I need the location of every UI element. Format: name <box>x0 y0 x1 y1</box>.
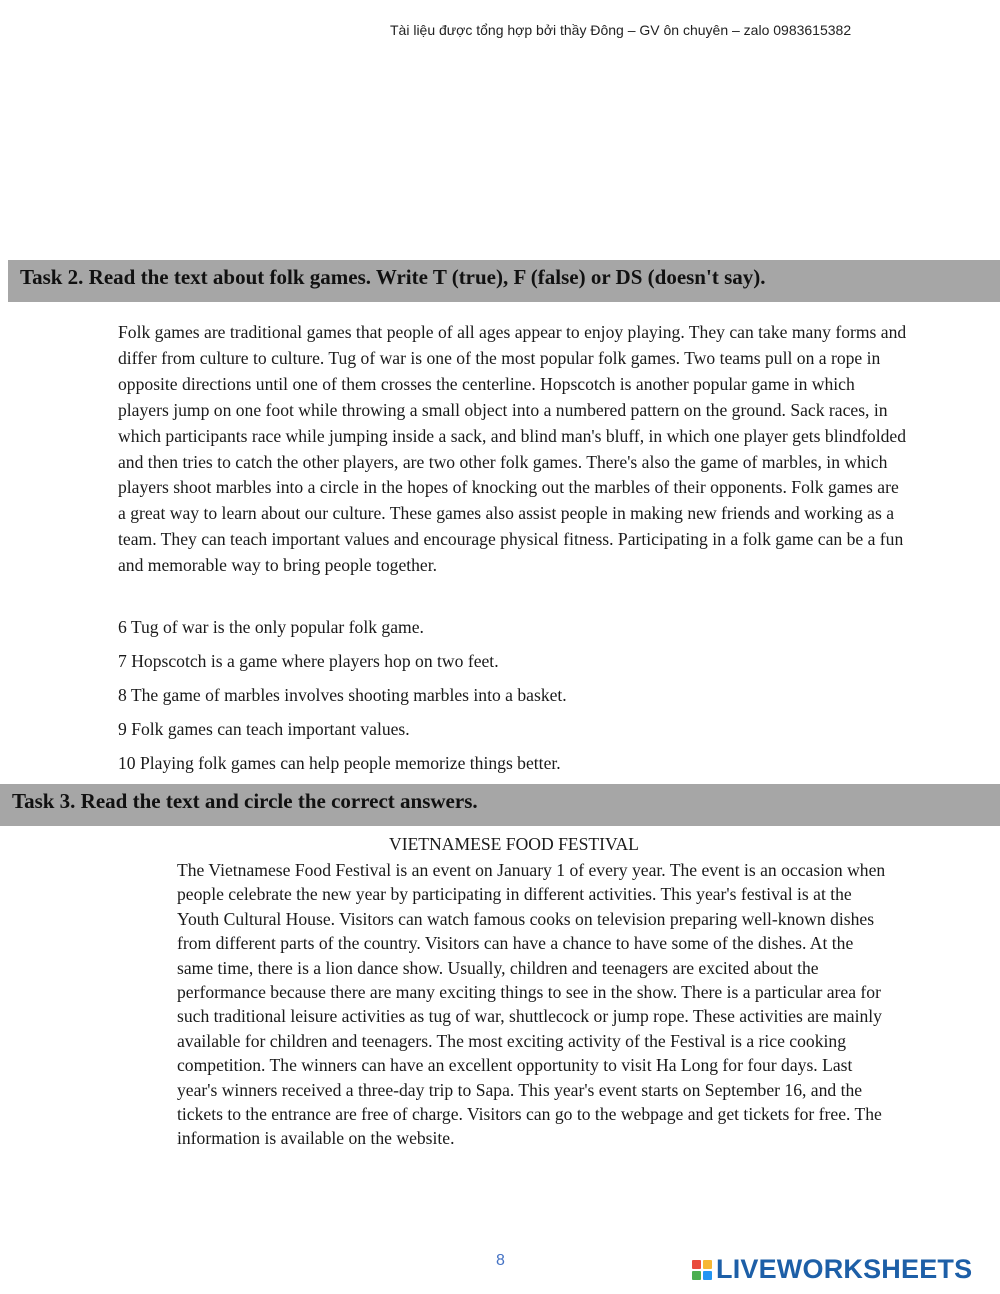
question-7: 7 Hopscotch is a game where players hop on two feet. <box>118 651 499 671</box>
task3-passage: The Vietnamese Food Festival is an event on January 1 of every year. The event is an occasion when people celebrate the new year by participating in different activities. This year's festival is at the Youth Cultural House. Visitors can watch famous cooks on television preparing well-known dishes from different parts of the country. Visitors can have a chance to have some of the dishes. At the same time, there is a lion dance show. Usually, children and teenagers are excited about the performance because there are many exciting things to see in the show. There is a particular area for such traditional leisure activities as tug of war, shuttlecock or jump rope. These activities are mainly available for children and teenagers. The most exciting activity of the Festival is a rice cooking competition. The winners can have an excellent opportunity to visit Ha Long for four days. Last year's winners received a three-day trip to Sapa. This year's event starts on September 16, and the tickets to the entrance are free of charge. Visitors can go to the webpage and get tickets for free. The information is available on the website. <box>177 860 886 1149</box>
task2-questions <box>118 616 918 786</box>
logo-block-red <box>692 1260 701 1269</box>
festival-passage-title: VIETNAMESE FOOD FESTIVAL <box>389 834 639 854</box>
task2-title: Task 2. Read the text about folk games. Write T (true), F (false) or DS (doesn't say). <box>8 260 1000 302</box>
question-10: 10 Playing folk games can help people memorize things better. <box>118 753 561 773</box>
liveworksheets-logo <box>692 1254 972 1285</box>
question-6: 6 Tug of war is the only popular folk game. <box>118 617 424 637</box>
question-8: 8 The game of marbles involves shooting marbles into a basket. <box>118 685 567 705</box>
logo-block-blue <box>703 1271 712 1280</box>
question-9: 9 Folk games can teach important values. <box>118 719 410 739</box>
task3-title: Task 3. Read the text and circle the correct answers. <box>0 784 1000 826</box>
header-note: Tài liệu được tổng hợp bởi thầy Đông – GV ôn chuyên – zalo 0983615382 <box>390 22 852 38</box>
logo-block-green <box>692 1271 701 1280</box>
task2-passage: Folk games are traditional games that people of all ages appear to enjoy playing. They can take many forms and differ from culture to culture. Tug of war is one of the most popular folk games. Two teams pull on a rope in opposite directions until one of them crosses the centerline. Hopscotch is another popular game in which players jump on one foot while throwing a small object into a numbered pattern on the ground. Sack races, in which participants race while jumping inside a sack, and blind man's bluff, in which one player gets blindfolded and then tries to catch the other players, are two other folk games. There's also the game of marbles, in which players shoot marbles into a circle in the hopes of knocking out the marbles of their opponents. Folk games are a great way to learn about our culture. These games also assist people in making new friends and working as a team. They can teach important values and encourage physical fitness. Participating in a folk game can be a fun and memorable way to bring people together. <box>118 322 907 576</box>
logo-block-yellow <box>703 1260 712 1269</box>
logo-text: LIVEWORKSHEETS <box>716 1254 973 1284</box>
page-number: 8 <box>496 1252 505 1269</box>
logo-blocks-icon <box>692 1260 712 1280</box>
